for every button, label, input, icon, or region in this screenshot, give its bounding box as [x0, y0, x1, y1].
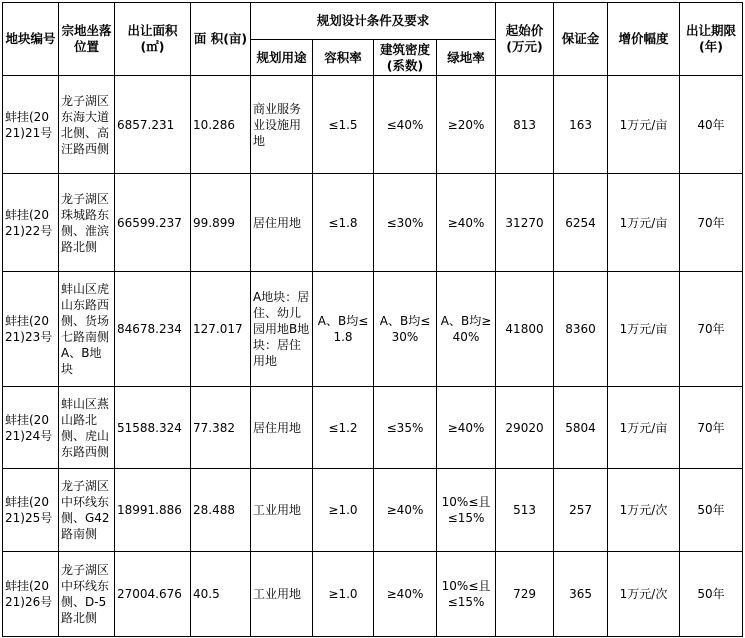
cell-density: ≥40%: [374, 552, 437, 637]
cell-use: A地块：居住、幼儿园用地B地块：居住用地: [251, 272, 313, 387]
cell-far: ≤1.2: [313, 387, 374, 469]
cell-increment: 1万元/亩: [608, 174, 680, 272]
header-deposit: 保证金: [554, 3, 608, 76]
cell-term: 70年: [680, 387, 743, 469]
header-start-price: 起始价(万元): [496, 3, 554, 76]
cell-density: ≤35%: [374, 387, 437, 469]
cell-area-mu: 28.488: [191, 469, 251, 552]
header-planning: 规划设计条件及要求: [251, 3, 496, 40]
cell-green: A、B均≥40%: [437, 272, 496, 387]
land-auction-table: [2, 2, 743, 637]
cell-area-sqm: 6857.231: [115, 76, 191, 174]
cell-lot-no: 蚌挂(2021)25号: [3, 469, 59, 552]
cell-density: ≤30%: [374, 174, 437, 272]
cell-increment: 1万元/亩: [608, 272, 680, 387]
cell-area-sqm: 84678.234: [115, 272, 191, 387]
cell-lot-no: 蚌挂(2021)26号: [3, 552, 59, 637]
table-row: [3, 174, 743, 272]
cell-area-sqm: 51588.324: [115, 387, 191, 469]
header-increment: 增价幅度: [608, 3, 680, 76]
table-row: [3, 552, 743, 637]
cell-term: 70年: [680, 174, 743, 272]
cell-deposit: 6254: [554, 174, 608, 272]
cell-density: ≥40%: [374, 469, 437, 552]
cell-start-price: 29020: [496, 387, 554, 469]
cell-start-price: 513: [496, 469, 554, 552]
cell-lot-no: 蚌挂(2021)22号: [3, 174, 59, 272]
cell-far: ≥1.0: [313, 469, 374, 552]
cell-lot-no: 蚌挂(2021)23号: [3, 272, 59, 387]
cell-far: ≤1.8: [313, 174, 374, 272]
cell-increment: 1万元/亩: [608, 76, 680, 174]
cell-area-mu: 40.5: [191, 552, 251, 637]
cell-deposit: 257: [554, 469, 608, 552]
cell-term: 50年: [680, 469, 743, 552]
cell-green: ≥40%: [437, 387, 496, 469]
header-green: 绿地率: [437, 40, 496, 76]
cell-increment: 1万元/次: [608, 469, 680, 552]
cell-use: 居住用地: [251, 387, 313, 469]
cell-use: 工业用地: [251, 469, 313, 552]
cell-far: ≤1.5: [313, 76, 374, 174]
table-row: [3, 76, 743, 174]
header-lot-no: 地块编号: [3, 3, 59, 76]
cell-use: 工业用地: [251, 552, 313, 637]
header-term: 出让期限(年): [680, 3, 743, 76]
cell-green: 10%≤且≤15%: [437, 469, 496, 552]
cell-use: 居住用地: [251, 174, 313, 272]
cell-far: A、B均≤1.8: [313, 272, 374, 387]
cell-green: ≥20%: [437, 76, 496, 174]
header-area-mu: 面 积(亩): [191, 3, 251, 76]
header-location: 宗地坐落位置: [59, 3, 115, 76]
cell-density: A、B均≤30%: [374, 272, 437, 387]
cell-green: 10%≤且≤15%: [437, 552, 496, 637]
cell-location: 蚌山区虎山东路西侧、货场七路南侧A、B地块: [59, 272, 115, 387]
table-row: [3, 387, 743, 469]
cell-deposit: 5804: [554, 387, 608, 469]
cell-area-mu: 99.899: [191, 174, 251, 272]
cell-area-mu: 77.382: [191, 387, 251, 469]
cell-lot-no: 蚌挂(2021)21号: [3, 76, 59, 174]
cell-term: 40年: [680, 76, 743, 174]
cell-area-mu: 10.286: [191, 76, 251, 174]
cell-term: 70年: [680, 272, 743, 387]
cell-area-mu: 127.017: [191, 272, 251, 387]
cell-green: ≥40%: [437, 174, 496, 272]
cell-area-sqm: 66599.237: [115, 174, 191, 272]
table-row: [3, 469, 743, 552]
cell-start-price: 729: [496, 552, 554, 637]
cell-increment: 1万元/亩: [608, 387, 680, 469]
cell-deposit: 8360: [554, 272, 608, 387]
cell-location: 龙子湖区中环线东侧、G42路南侧: [59, 469, 115, 552]
header-far: 容积率: [313, 40, 374, 76]
cell-location: 龙子湖区中环线东侧、D-5路北侧: [59, 552, 115, 637]
cell-far: ≥1.0: [313, 552, 374, 637]
cell-lot-no: 蚌挂(2021)24号: [3, 387, 59, 469]
cell-term: 50年: [680, 552, 743, 637]
cell-increment: 1万元/次: [608, 552, 680, 637]
header-area-sqm: 出让面积(㎡): [115, 3, 191, 76]
cell-start-price: 41800: [496, 272, 554, 387]
cell-location: 蚌山区燕山路北侧、虎山东路西侧: [59, 387, 115, 469]
header-density: 建筑密度(系数): [374, 40, 437, 76]
cell-start-price: 31270: [496, 174, 554, 272]
cell-use: 商业服务业设施用地: [251, 76, 313, 174]
cell-density: ≤40%: [374, 76, 437, 174]
cell-deposit: 163: [554, 76, 608, 174]
cell-location: 龙子湖区珠城路东侧、淮滨路北侧: [59, 174, 115, 272]
cell-deposit: 365: [554, 552, 608, 637]
cell-start-price: 813: [496, 76, 554, 174]
cell-location: 龙子湖区东海大道北侧、高汪路西侧: [59, 76, 115, 174]
table-row: [3, 272, 743, 387]
cell-area-sqm: 27004.676: [115, 552, 191, 637]
cell-area-sqm: 18991.886: [115, 469, 191, 552]
header-use: 规划用途: [251, 40, 313, 76]
